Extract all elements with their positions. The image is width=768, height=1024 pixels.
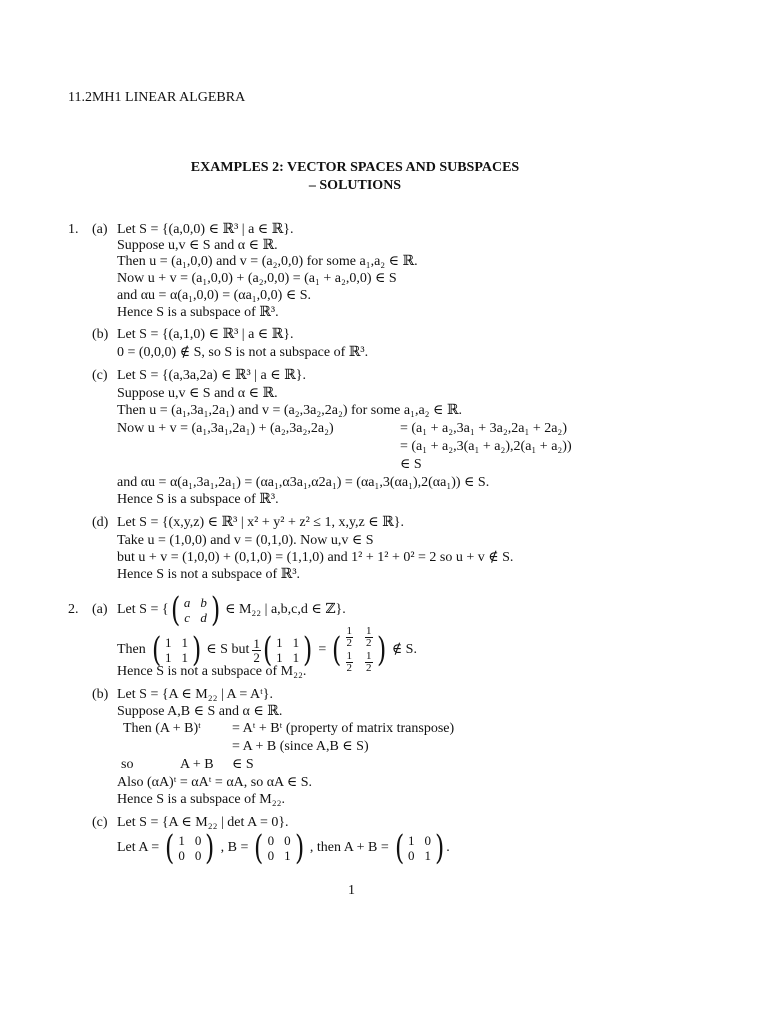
course-header: 11.2MH1 LINEAR ALGEBRA	[68, 90, 246, 105]
matrix-entry: 1	[292, 650, 300, 665]
q2c-end-period: .	[446, 840, 450, 855]
q2c-b-eq: , B =	[220, 840, 249, 855]
matrix-entry: 0	[194, 848, 202, 863]
q2b-label: (b)	[92, 687, 109, 702]
q2a-ones-matrix	[150, 630, 204, 670]
matrix-entry: 1	[284, 848, 291, 863]
fraction-denominator: 2	[366, 637, 372, 649]
q1d-line1: Let S = {(x,y,z) ∈ ℝ³ | x² + y² + z² ≤ 1, x,y,z ∈ ℝ}.	[117, 515, 404, 530]
right-paren: )	[294, 828, 304, 868]
q1d-line4: Hence S is not a subspace of ℝ³.	[117, 567, 301, 582]
matrix-entry: 1	[181, 635, 189, 650]
left-paren: (	[170, 590, 180, 630]
q1a-line3: Then u = (a₁,0,0) and v = (a₂,0,0) for some a₁,a₂ ∈ ℝ.	[117, 254, 418, 269]
q1b-line1: Let S = {(a,1,0) ∈ ℝ³ | a ∈ ℝ}.	[117, 327, 294, 342]
q1a-line1: Let S = {(a,0,0) ∈ ℝ³ | a ∈ ℝ}.	[117, 222, 294, 237]
page-title: EXAMPLES 2: VECTOR SPACES AND SUBSPACES	[190, 160, 520, 175]
q2a-set-definition	[117, 590, 346, 630]
matrix-entry: 0	[408, 848, 415, 863]
q2b-line5-rhs: ∈ S	[232, 757, 254, 772]
q1c-line4-rhs: = (a₁ + a₂,3a₁ + 3a₂,2a₁ + 2a₂)	[400, 421, 567, 436]
q1-number: 1.	[68, 222, 79, 237]
q1c-line7: and αu = α(a₁,3a₁,2a₁) = (αa₁,α3a₁,α2a₁) = (αa₁,3(αa₁),2(αa₁)) ∈ S.	[117, 475, 490, 490]
q2b-line5-so: so	[121, 757, 134, 772]
left-paren: (	[254, 828, 264, 868]
fraction-numerator: 1	[346, 650, 353, 662]
fraction-denominator: 2	[346, 637, 353, 649]
q1d-label: (d)	[92, 515, 109, 530]
q2c-counterexample	[117, 828, 450, 868]
q2c-matrix-b	[252, 828, 306, 868]
q1a-label: (a)	[92, 222, 108, 237]
q1c-label: (c)	[92, 368, 108, 383]
fraction-numerator: 1	[253, 635, 260, 651]
q2b-line5-mid: A + B	[180, 757, 214, 772]
right-paren: )	[434, 828, 445, 868]
matrix-entry: 0	[194, 833, 202, 848]
matrix-entry: b	[200, 595, 207, 610]
page-number: 1	[348, 883, 355, 898]
fraction-numerator: 1	[366, 650, 372, 662]
q1c-line5-rhs: = (a₁ + a₂,3(a₁ + a₂),2(a₁ + a₂))	[400, 439, 572, 454]
right-paren: )	[303, 630, 313, 670]
q2a-ones-matrix-2	[261, 630, 315, 670]
q2c-matrix-sum	[393, 828, 447, 868]
matrix-entry: c	[184, 610, 190, 625]
matrix-entry: 1	[292, 635, 300, 650]
matrix-entry: 1	[181, 650, 189, 665]
q1c-line8: Hence S is a subspace of ℝ³.	[117, 492, 279, 507]
q1c-line6-rhs: ∈ S	[400, 457, 422, 472]
q2b-line3-lhs: Then (A + B)ᵗ	[123, 721, 201, 736]
q2a-then-text: Then	[117, 642, 146, 657]
q1c-line3: Then u = (a₁,3a₁,2a₁) and v = (a₂,3a₂,2a₂) for some a₁,a₂ ∈ ℝ.	[117, 403, 463, 418]
matrix-entry: 0	[284, 833, 291, 848]
q2c-line1: Let S = {A ∈ M₂₂ | det A = 0}.	[117, 815, 289, 830]
fraction-numerator: 1	[346, 625, 353, 637]
right-paren: )	[376, 630, 386, 670]
q1a-line5: and αu = α(a₁,0,0) = (αa₁,0,0) ∈ S.	[117, 288, 311, 303]
q2b-line1: Let S = {A ∈ M₂₂ | A = Aᵗ}.	[117, 687, 273, 702]
q2b-line2: Suppose A,B ∈ S and α ∈ ℝ.	[117, 704, 283, 719]
left-paren: (	[151, 630, 162, 670]
matrix-entry: 0	[178, 848, 185, 863]
matrix-entry: 0	[267, 848, 275, 863]
matrix-entry: 1	[178, 833, 185, 848]
right-paren: )	[210, 590, 221, 630]
q2a-conclusion: Hence S is not a subspace of M₂₂.	[117, 664, 307, 679]
q2b-line6: Also (αA)ᵗ = αAᵗ = αA, so αA ∈ S.	[117, 775, 313, 790]
fraction-numerator: 1	[366, 625, 372, 637]
matrix-entry: 0	[267, 833, 275, 848]
q1b-label: (b)	[92, 327, 109, 342]
left-paren: (	[165, 828, 175, 868]
right-paren: )	[192, 630, 202, 670]
q2a-set-condition: ∈ M₂₂ | a,b,c,d ∈ ℤ}.	[225, 602, 346, 617]
q1c-line2: Suppose u,v ∈ S and α ∈ ℝ.	[117, 386, 278, 401]
q2c-label: (c)	[92, 815, 108, 830]
q1d-line2: Take u = (1,0,0) and v = (0,1,0). Now u,v ∈ S	[117, 533, 374, 548]
q1a-line2: Suppose u,v ∈ S and α ∈ ℝ.	[117, 238, 278, 253]
fraction-denominator: 2	[253, 649, 260, 665]
matrix-entry: 1	[424, 848, 431, 863]
q2b-line4-rhs: = A + B (since A,B ∈ S)	[232, 739, 369, 754]
q1c-line4-lhs: Now u + v = (a₁,3a₁,2a₁) + (a₂,3a₂,2a₂)	[117, 421, 334, 436]
q2c-matrix-a	[163, 828, 217, 868]
matrix-entry: 1	[276, 650, 283, 665]
q2a-not-in-s: ∉ S.	[391, 642, 417, 657]
right-paren: )	[205, 828, 215, 868]
matrix-entry: a	[183, 595, 191, 610]
q2a-half-scalar	[252, 637, 261, 664]
q2a-let-text: Let S = {	[117, 602, 169, 617]
q1a-line6: Hence S is a subspace of ℝ³.	[117, 305, 279, 320]
page-subtitle: – SOLUTIONS	[308, 178, 402, 193]
matrix-entry: 1	[408, 833, 415, 848]
q2-number: 2.	[68, 602, 79, 617]
q2b-line3-rhs: = Aᵗ + Bᵗ (property of matrix transpose)	[232, 721, 455, 736]
q1c-line1: Let S = {(a,3a,2a) ∈ ℝ³ | a ∈ ℝ}.	[117, 368, 306, 383]
q2a-half-matrix	[330, 626, 388, 674]
left-paren: (	[394, 828, 405, 868]
left-paren: (	[332, 630, 342, 670]
matrix-entry: 1	[165, 650, 172, 665]
equals-sign: =	[318, 642, 327, 657]
q1b-line2: 0 = (0,0,0) ∉ S, so S is not a subspace of ℝ³.	[117, 345, 369, 360]
fraction-denominator: 2	[346, 662, 353, 674]
matrix-entry: 1	[276, 635, 283, 650]
q1d-line3: but u + v = (1,0,0) + (0,1,0) = (1,1,0) and 1² + 1² + 0² = 2 so u + v ∉ S.	[117, 550, 514, 565]
left-paren: (	[262, 630, 273, 670]
q2a-in-s-but: ∈ S but	[206, 642, 250, 657]
q2b-line7: Hence S is a subspace of M₂₂.	[117, 792, 285, 807]
q2a-label: (a)	[92, 602, 108, 617]
fraction-denominator: 2	[366, 662, 372, 674]
q2a-general-matrix	[169, 590, 223, 630]
q1a-line4: Now u + v = (a₁,0,0) + (a₂,0,0) = (a₁ + a₂,0,0) ∈ S	[117, 271, 397, 286]
q2c-then-sum: , then A + B =	[309, 840, 389, 855]
matrix-entry: 1	[165, 635, 172, 650]
matrix-entry: 0	[424, 833, 431, 848]
matrix-entry: d	[200, 610, 207, 625]
q2c-let-a: Let A =	[117, 840, 160, 855]
